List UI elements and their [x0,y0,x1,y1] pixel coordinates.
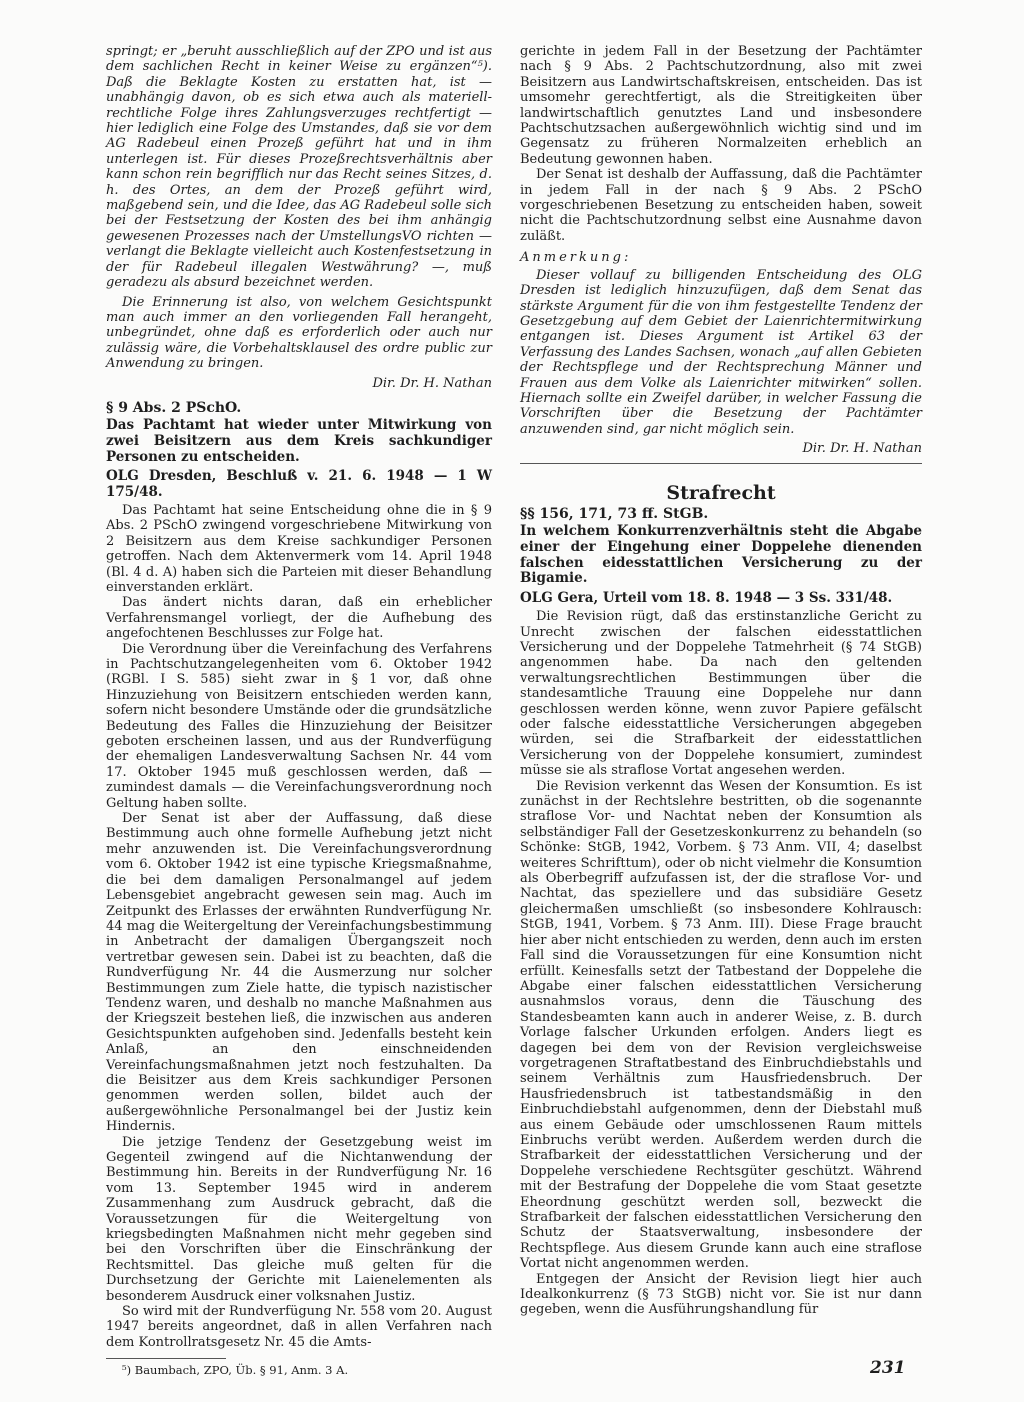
signature-nathan-1: Dir. Dr. H. Nathan [372,375,492,391]
headnote-pachtamt: Das Pachtamt hat wieder unter Mitwirkung von zwei Beisitzern aus dem Kreis sachkundiger Personen zu entscheiden. [106,417,492,465]
section-reference-pscho: § 9 Abs. 2 PSchO. [106,399,242,416]
footnote-divider [106,1358,226,1359]
decision-olg-dresden: OLG Dresden, Beschluß v. 21. 6. 1948 — 1 W 175/48. [106,468,492,500]
continuation-paragraph: gerichte in jedem Fall in der Besetzung der Pachtämter nach § 9 Abs. 2 Pachtschutzordnung, also mit zwei Beisitzern aus Landwirtschaftskreisen, entscheiden. Das ist umsomehr gerechtfertigt, als die Streitigkeiten über landwirtschaftlich genutztes Land und insbesondere Pachtschutzsachen außergewöhnlich wichtig sind und im Gegensatz zu früheren Normalzeiten erheblich an Bedeutung gewonnen haben. [520,44,922,167]
right-column [520,44,922,1318]
headnote-bigamie: In welchem Konkurrenzverhältnis steht die Abgabe einer der Eingehung einer Doppelehe dienenden falschen eidesstattlichen Versicherung zu der Bigamie. [520,523,922,587]
senat-paragraph: Der Senat ist deshalb der Auffassung, daß die Pachtämter in jedem Fall in der nach § 9 Abs. 2 PSchO vorgeschriebenen Besetzung zu entscheiden haben, soweit nicht die Pachtschutzordnung selbst eine Ausnahme davon zuläßt. [520,167,922,244]
paragraph: Die jetzige Tendenz der Gesetzgebung weist im Gegenteil zwingend auf die Nichtanwendung der Bestimmung hin. Bereits in der Rundverfügung Nr. 16 vom 13. September 1945 wird in anderem Zusammenhang zum Ausdruck gebracht, daß die Voraussetzungen für die Weitergeltung von kriegsbedingten Maßnahmen nicht mehr gegeben sind bei den Vorschriften über die Einschränkung der Rechtsmittel. Das gleiche muß gelten für die Durchsetzung der Gerichte mit Laienelementen als besonderem Ausdruck einer volksnahen Justiz. [106,1134,492,1304]
paragraph: Das Pachtamt hat seine Entscheidung ohne die in § 9 Abs. 2 PSchO zwingend vorgeschriebene Mitwirkung von 2 Beisitzern aus dem Kreise sachkundiger Personen getroffen. Nach dem Aktenvermerk vom 14. April 1948 (Bl. 4 d. A) haben sich die Parteien mit dieser Behandlung einverstanden erklärt. [106,502,492,595]
paragraph: Der Senat ist aber der Auffassung, daß diese Bestimmung auch ohne formelle Aufhebung jetzt nicht mehr anzuwenden ist. Die Vereinfachungsverordnung vom 6. Oktober 1942 ist eine typische Kriegsmaßnahme, die bei dem damaligen Personalmangel auf jedem Lebensgebiet angebracht gewesen sein mag. Auch im Zeitpunkt des Erlasses der erwähnten Rundverfügung Nr. 44 mag die Weitergeltung der Vereinfachungsbestimmung in Anbetracht der damaligen Übergangszeit noch vertretbar gewesen sein. Dabei ist zu beachten, daß die Rundverfügung Nr. 44 die Ausmerzung nur solcher Bestimmungen zum Ziele hatte, die typisch nazistischer Tendenz waren, und deshalb no manche Maßnahmen aus der Kriegszeit bestehen ließ, die inzwischen aus anderen Gesichtspunkten aufgehoben sind. Jedenfalls besteht kein Anlaß, an den einschneidenden Vereinfachungsmaßnahmen jetzt noch festzuhalten. Da die Beisitzer aus dem Kreis sachkundiger Personen genommen werden sollen, bildet auch der außergewöhnliche Personalmangel bei der Justiz kein Hindernis. [106,811,492,1135]
paragraph: Das ändert nichts daran, daß ein erheblicher Verfahrensmangel vorliegt, der die Aufhebung des angefochtenen Beschlusses zur Folge hat. [106,595,492,642]
erinnerung-paragraph: Die Erinnerung ist also, von welchem Gesichtspunkt man auch immer an den vorliegenden Fall herangeht, unbegründet, ohne daß es erforderlich oder auch nur zulässig wäre, die Vorbehaltsklausel des ordre public zur Anwendung zu bringen. [106,294,492,372]
annotation-text: Dieser vollauf zu billigenden Entscheidung des OLG Dresden ist lediglich hinzuzufügen, daß dem Senat das stärkste Argument für die von ihm festgestellte Tendenz der Gesetzgebung auf dem Gebiet der Laienrichtermitwirkung entgangen ist. Dieses Argument ist Artikel 63 der Verfassung des Landes Sachsen, wonach „auf allen Gebieten der Rechtspflege und der Rechtsprechung Männer und Frauen aus dem Volke als Laienrichter mitwirken“ sollen. Hiernach sollte ein Zweifel darüber, in welcher Fassung die Vorschriften über die Besetzung der Pachtämter anzuwenden sind, gar nicht möglich sein. [520,267,922,437]
section-heading-strafrecht: Strafrecht [666,481,776,504]
page-number: 231 [870,1358,906,1378]
paragraph: Entgegen der Ansicht der Revision liegt hier auch Idealkonkurrenz (§ 73 StGB) nicht vor. Sie ist nur dann gegeben, wenn die Ausführungshandlung für [520,1271,922,1318]
signature-nathan-2: Dir. Dr. H. Nathan [802,441,922,457]
paragraph: Die Revision verkennt das Wesen der Konsumtion. Es ist zunächst in der Rechtslehre bestritten, ob die sogenannte straflose Vor- und Nachtat neben der Konsumtion als selbständiger Fall der Gesetzeskonkurrenz zu behandeln (so Schönke: StGB, 1942, Vorbem. § 73 Anm. VII, 4; daselbst weiteres Schrifttum), oder ob nicht vielmehr die Konsumtion als Oberbegriff aufzufassen ist, der die straflose Vor- und Nachtat, das speziellere und das subsidiäre Gesetz gleichermaßen umschließt (so insbesondere Kohlrausch: StGB, 1941, Vorbem. § 73 Anm. III). Diese Frage braucht hier aber nicht entschieden zu werden, denn auch im ersten Fall sind die Voraussetzungen für eine Konsumtion nicht erfüllt. Keinesfalls setzt der Tatbestand der Doppelehe die Abgabe einer falschen eidesstattlichen Versicherung ausnahmslos voraus, denn die Täuschung des Standesbeamten kann auch in anderer Weise, z. B. durch Vorlage falscher Urkunden erfolgen. Anders liegt es dagegen bei dem von der Revision vergleichsweise vorgetragenen Straftatbestand des Einbruchdiebstahls und seinem Verhältnis zum Hausfriedensbruch. Der Hausfriedensbruch ist tatbestandsmäßig in den Einbruchdiebstahl aufgenommen, denn der Diebstahl muß aus einem Gebäude oder umschlossenen Raum mittels Einbruchs verübt werden. Außerdem werden durch die Strafbarkeit der eidesstattlichen Versicherung und der Doppelehe verschiedene Rechtsgüter geschützt. Während mit der Bestrafung der Doppelehe die vom Staat gesetzte Eheordnung geschützt werden soll, bezweckt die Strafbarkeit der falschen eidesstattlichen Versicherung den Schutz der Staatsverwaltung, insbesondere der Rechtspflege. Aus diesem Grunde kann auch eine straflose Vortat nicht angenommen werden. [520,778,922,1272]
intro-paragraph: springt; er „beruht ausschließlich auf der ZPO und ist aus dem sachlichen Recht in keiner Weise zu ergänzen“⁵). Daß die Beklagte Kosten zu erstatten hat, ist — unabhängig davon, ob es sich etwa auch als materiell-rechtliche Folge ihres Zahlungsverzuges rechtfertigt — hier lediglich eine Folge des Umstandes, daß sie vor dem AG Radebeul einen Prozeß geführt hat und in ihm unterlegen ist. Für dieses Prozeßrechtsverhältnis aber kann schon rein begrifflich nur das Recht seines Sitzes, d. h. des Ortes, an dem der Prozeß geführt wird, maßgebend sein, und die Idee, das AG Radebeul solle sich bei der Festsetzung der Kosten des bei ihm anhängig gewesenen Prozesses nach der UmstellungsVO richten — verlangt die Beklagte vielleicht auch Kostenfestsetzung in der für Radebeul illegalen Westwährung? —, muß geradezu als absurd bezeichnet werden. [106,44,492,291]
section-reference-stgb: §§ 156, 171, 73 ff. StGB. [520,505,709,522]
annotation-title: Anmerkung: [520,250,632,266]
left-column [106,44,492,1377]
paragraph: So wird mit der Rundverfügung Nr. 558 vom 20. August 1947 bereits angeordnet, daß in allen Verfahren nach dem Kontrollratsgesetz Nr. 45 die Amts- [106,1304,492,1350]
paragraph: Die Verordnung über die Vereinfachung des Verfahrens in Pachtschutzangelegenheiten vom 6. Oktober 1942 (RGBl. I S. 585) sieht zwar in § 1 vor, daß ohne Hinzuziehung von Beisitzern entschieden werden kann, sofern nicht besondere Umstände oder die grundsätzliche Bedeutung des Falles die Hinzuziehung der Beisitzer geboten erscheinen lassen, und aus der Rundverfügung der ehemaligen Landesverwaltung Sachsen Nr. 44 vom 17. Oktober 1945 muß geschlossen werden, daß — zumindest damals — die Vereinfachungsverordnung noch Geltung haben sollte. [106,641,492,811]
decision-olg-gera: OLG Gera, Urteil vom 18. 8. 1948 — 3 Ss. 331/48. [520,589,893,606]
paragraph: Die Revision rügt, daß das erstinstanzliche Gericht zu Unrecht zwischen der falschen eidesstattlichen Versicherung und der Doppelehe Tatmehrheit (§ 74 StGB) angenommen habe. Da nach den geltenden verwaltungsrechtlichen Bestimmungen über die standesamtliche Trauung eine Doppelehe nur dann geschlossen werden könne, wenn zuvor Papiere gefälscht oder falsche eidesstattliche Versicherungen abgegeben würden, sei die Strafbarkeit der eidesstattlichen Versicherung von der Doppelehe konsumiert, zumindest müsse sie als straflose Vortat angesehen werden. [520,609,922,779]
footnote: ⁵) Baumbach, ZPO, Üb. § 91, Anm. 3 A. [122,1363,349,1378]
section-divider [520,463,922,464]
